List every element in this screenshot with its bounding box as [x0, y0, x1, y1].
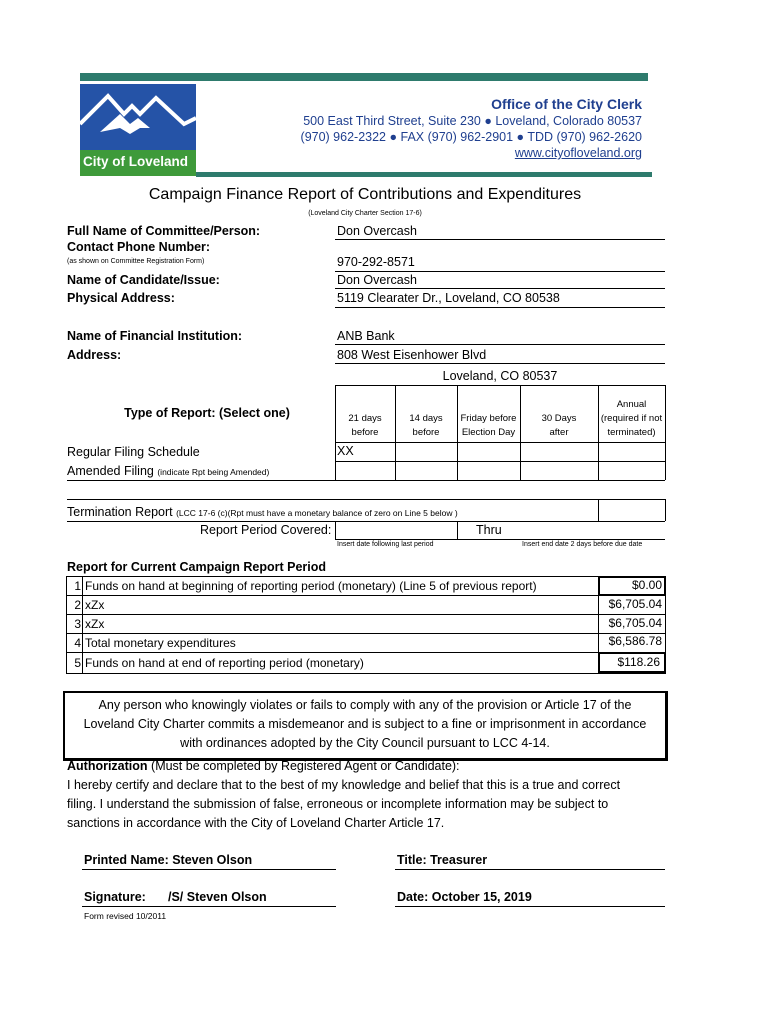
col-21-days: [335, 412, 395, 440]
institution-city-value[interactable]: Loveland, CO 80537: [442, 369, 558, 383]
col-14-days: [395, 412, 457, 440]
amended-filing-text: Amended Filing: [67, 464, 154, 478]
termination-note: (LCC 17-6 (c)(Rpt must have a monetary balance of zero on Line 5 below ): [176, 508, 458, 518]
end-date-note: Insert end date 2 days before due date: [522, 541, 643, 548]
office-address: 500 East Third Street, Suite 230 ● Loveland, Colorado 80537: [303, 114, 642, 128]
col-annual-line3: terminated): [607, 427, 656, 438]
notice-line-3: with ordinances adopted by the City Council pursuant to LCC 4-14.: [180, 736, 550, 750]
report-type-label: Type of Report: (Select one): [124, 406, 290, 420]
office-website-link[interactable]: www.cityofloveland.org: [514, 146, 642, 160]
date-field[interactable]: Date: October 15, 2019: [397, 890, 532, 904]
line-5-desc: Funds on hand at end of reporting period (monetary): [85, 656, 364, 670]
candidate-value[interactable]: Don Overcash: [337, 273, 417, 287]
report-period-end-input[interactable]: [520, 522, 665, 538]
col-annual-line1: Annual: [616, 399, 647, 410]
line-3-number: 3: [74, 617, 81, 631]
col-friday-line2: Election Day: [461, 427, 516, 438]
regular-filing-label: Regular Filing Schedule: [67, 445, 200, 459]
line-1-number: 1: [74, 579, 81, 593]
col-30-days-line2: after: [549, 427, 569, 438]
line-3-amount[interactable]: $6,705.04: [608, 616, 662, 630]
notice-line-1: Any person who knowingly violates or fails to comply with any of the provision or Article 17 of the: [98, 698, 632, 712]
legal-notice-box: [63, 691, 668, 761]
authorization-line-2: filing. I understand the submission of false, erroneous or incomplete information may be subject to: [67, 797, 609, 811]
termination-text: Termination Report: [67, 505, 173, 519]
candidate-label: Name of Candidate/Issue:: [67, 273, 220, 287]
col-friday-line1: Friday before: [460, 413, 517, 424]
signature-value[interactable]: /S/ Steven Olson: [168, 890, 267, 904]
line-4-desc: Total monetary expenditures: [85, 636, 236, 650]
contact-phone-note: (as shown on Committee Registration Form): [67, 258, 205, 265]
current-report-table: [66, 576, 666, 674]
line-2-number: 2: [74, 598, 81, 612]
col-30-days-after: [520, 412, 598, 440]
institution-value[interactable]: ANB Bank: [337, 329, 395, 343]
line-5-amount[interactable]: $118.26: [617, 655, 660, 669]
authorization-line-3: sanctions in accordance with the City of Loveland Charter Article 17.: [67, 816, 445, 830]
regular-filing-mark[interactable]: XX: [337, 444, 354, 458]
authorization-note: (Must be completed by Registered Agent or Candidate):: [151, 759, 460, 773]
notice-line-2: Loveland City Charter commits a misdemeanor and is subject to a fine or imprisonment in accordance: [83, 717, 647, 731]
termination-report-label: [67, 505, 458, 519]
printed-name-field[interactable]: Printed Name: Steven Olson: [84, 853, 253, 867]
col-14-days-line2: before: [412, 427, 440, 438]
authorization-line-1: I hereby certify and declare that to the best of my knowledge and belief that this is a true and correct: [67, 778, 621, 792]
city-logo: [80, 84, 196, 176]
col-21-days-line1: 21 days: [348, 413, 382, 424]
col-annual: [598, 398, 665, 440]
contact-phone-value[interactable]: 970-292-8571: [337, 255, 415, 269]
institution-address-label: Address:: [67, 348, 122, 362]
line-2-desc: xZx: [85, 598, 105, 612]
col-30-days-line1: 30 Days: [541, 413, 577, 424]
header-bottom-bar: [196, 172, 652, 177]
header-top-bar: [80, 73, 648, 81]
institution-label: Name of Financial Institution:: [67, 329, 243, 343]
start-date-note: Insert date following last period: [337, 541, 434, 548]
line-1-amount[interactable]: $0.00: [631, 578, 662, 592]
report-period-label: Report Period Covered:: [200, 523, 332, 537]
col-14-days-line1: 14 days: [409, 413, 443, 424]
logo-text: City of Loveland: [83, 154, 189, 169]
physical-address-value[interactable]: 5119 Clearater Dr., Loveland, CO 80538: [337, 291, 560, 305]
col-21-days-line2: before: [351, 427, 379, 438]
amended-filing-note: (indicate Rpt being Amended): [157, 467, 270, 477]
line-1-desc: Funds on hand at beginning of reporting period (monetary) (Line 5 of previous report): [85, 579, 537, 593]
physical-address-label: Physical Address:: [67, 291, 175, 305]
report-period-start-input[interactable]: [336, 522, 456, 538]
full-name-value[interactable]: Don Overcash: [337, 224, 417, 238]
page-title: Campaign Finance Report of Contributions and Expenditures: [148, 186, 582, 203]
col-friday-before: [457, 412, 520, 440]
institution-address-value[interactable]: 808 West Eisenhower Blvd: [337, 348, 487, 362]
signature-label: Signature:: [84, 890, 146, 904]
office-phone: (970) 962-2322 ● FAX (970) 962-2901 ● TDD (970) 962-2620: [300, 130, 642, 144]
line-4-amount[interactable]: $6,586.78: [608, 634, 662, 648]
page-subtitle: (Loveland City Charter Section 17-6): [308, 210, 422, 217]
authorization-heading: [67, 759, 460, 773]
form-revised-note: Form revised 10/2011: [84, 911, 167, 921]
office-name: Office of the City Clerk: [491, 96, 642, 112]
current-report-heading: Report for Current Campaign Report Period: [67, 560, 327, 574]
full-name-label: Full Name of Committee/Person:: [67, 224, 261, 238]
line-2-amount[interactable]: $6,705.04: [608, 597, 662, 611]
contact-phone-label: Contact Phone Number:: [67, 240, 211, 254]
line-3-desc: xZx: [85, 617, 105, 631]
title-field[interactable]: Title: Treasurer: [397, 853, 488, 867]
line-5-number: 5: [74, 656, 81, 670]
col-annual-line2: (required if not: [600, 413, 663, 424]
line-4-number: 4: [74, 636, 81, 650]
amended-filing-label: [67, 464, 269, 478]
thru-label: Thru: [476, 523, 502, 537]
authorization-title: Authorization: [67, 759, 148, 773]
